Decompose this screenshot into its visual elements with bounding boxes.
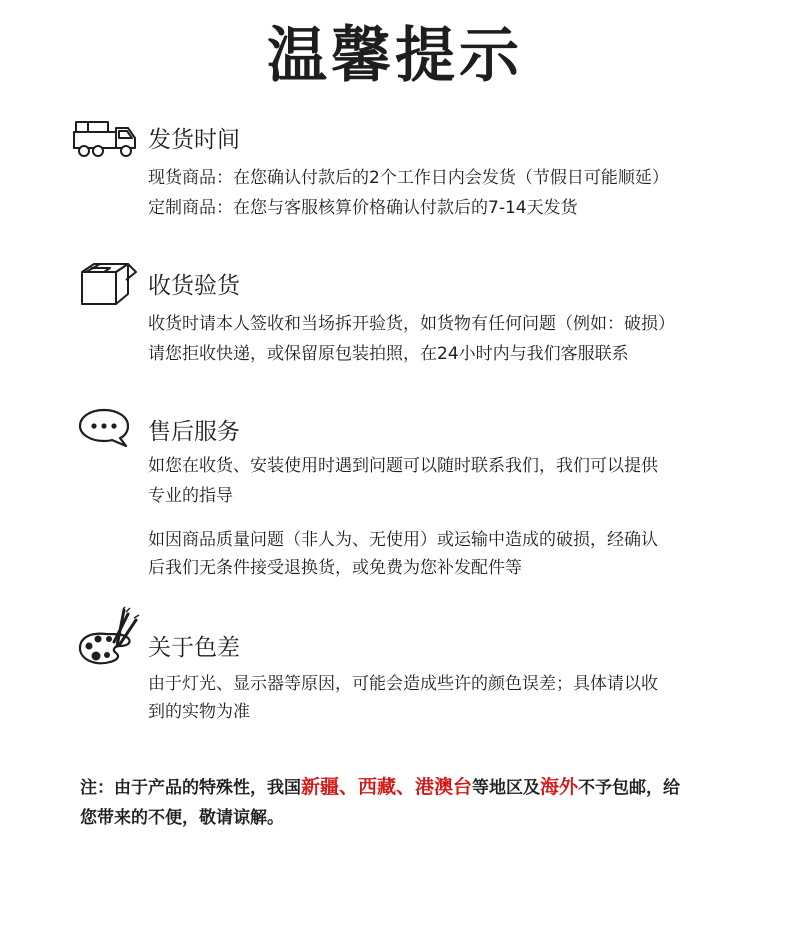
after-sales-line-2: 专业的指导 (148, 486, 233, 506)
speech-bubble-icon (76, 406, 136, 450)
box-icon (78, 262, 140, 308)
note-text-3: 不予包邮，给 (578, 778, 681, 798)
shipping-note (80, 772, 740, 833)
truck-icon (72, 118, 138, 160)
color-line-1: 由于灯光、显示器等原因，可能会造成些许的颜色误差；具体请以收 (148, 674, 658, 694)
page-title: 温馨提示 (267, 21, 523, 91)
note-text-1: 注：由于产品的特殊性，我国 (80, 778, 301, 798)
receiving-line-1: 收货时请本人签收和当场拆开验货，如货物有任何问题（例如：破损） (148, 314, 675, 334)
section-title-receiving: 收货验货 (148, 273, 240, 299)
note-region-highlight: 新疆、西藏、港澳台 (301, 776, 473, 798)
note-line-1 (80, 772, 740, 803)
note-overseas-highlight: 海外 (540, 776, 579, 798)
shipping-line-1: 现货商品：在您确认付款后的2个工作日内会发货（节假日可能顺延） (148, 168, 669, 188)
receiving-line-2: 请您拒收快递，或保留原包装拍照，在24小时内与我们客服联系 (148, 344, 629, 364)
after-sales-line-4: 后我们无条件接受退换货，或免费为您补发配件等 (148, 558, 522, 578)
section-title-after-sales: 售后服务 (148, 419, 240, 445)
section-title-color: 关于色差 (148, 635, 240, 661)
after-sales-line-3: 如因商品质量问题（非人为、无使用）或运输中造成的破损，经确认 (148, 530, 658, 550)
after-sales-line-1: 如您在收货、安装使用时遇到问题可以随时联系我们，我们可以提供 (148, 456, 658, 476)
color-line-2: 到的实物为准 (148, 702, 250, 722)
section-title-shipping: 发货时间 (148, 127, 240, 153)
shipping-line-2: 定制商品：在您与客服核算价格确认付款后的7-14天发货 (148, 198, 578, 218)
note-text-2: 等地区及 (472, 778, 541, 798)
note-line-2: 您带来的不便，敬请谅解。 (80, 808, 284, 828)
palette-icon (76, 606, 142, 668)
